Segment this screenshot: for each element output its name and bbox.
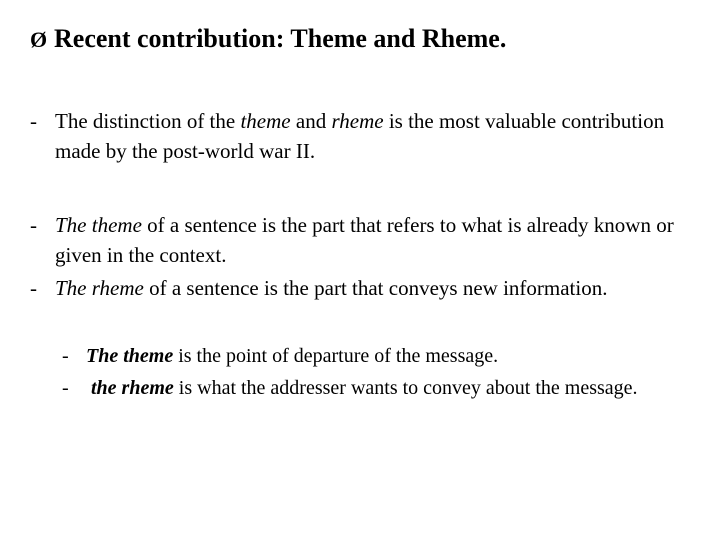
text-run: is what the addresser wants to convey about the message.	[173, 377, 638, 399]
text-run: and	[290, 109, 332, 133]
dash-bullet-icon: -	[62, 345, 69, 367]
term-rheme: rheme	[331, 109, 384, 133]
dash-bullet-icon: -	[62, 377, 69, 399]
term-the-theme: The theme	[55, 213, 142, 237]
dash-bullet-icon: -	[30, 276, 37, 300]
term-the-rheme-bold: the rheme	[86, 377, 174, 399]
bullet-text	[30, 210, 710, 270]
term-theme: theme	[240, 109, 291, 133]
bullet-text	[30, 106, 710, 166]
term-the-theme-bold: The theme	[86, 345, 174, 367]
term-the-rheme: The rheme	[55, 276, 144, 300]
text-run: is the most valuable contribution made by the post-world war II.	[55, 109, 665, 163]
slide-title-text: Recent contribution: Theme and Rheme.	[54, 24, 507, 53]
sub-bullet-theme	[62, 342, 702, 371]
text-run: The distinction of the	[55, 109, 241, 133]
arrow-bullet-icon: Ø	[30, 27, 48, 52]
text-run: of a sentence is the part that conveys new information.	[143, 276, 608, 300]
bullet-distinction	[30, 106, 710, 166]
bullet-rheme-definition	[30, 273, 710, 303]
sub-bullet-rheme	[62, 374, 702, 403]
text-run: of a sentence is the part that refers to what is already known or given in the context.	[55, 213, 674, 267]
bullet-theme-definition	[30, 210, 710, 270]
dash-bullet-icon: -	[30, 213, 37, 237]
bullet-text	[30, 273, 710, 303]
dash-bullet-icon: -	[30, 109, 37, 133]
text-run: is the point of departure of the message.	[173, 345, 499, 367]
sub-bullet-text	[62, 374, 702, 403]
slide-title	[30, 22, 506, 57]
sub-bullet-text	[62, 342, 702, 371]
